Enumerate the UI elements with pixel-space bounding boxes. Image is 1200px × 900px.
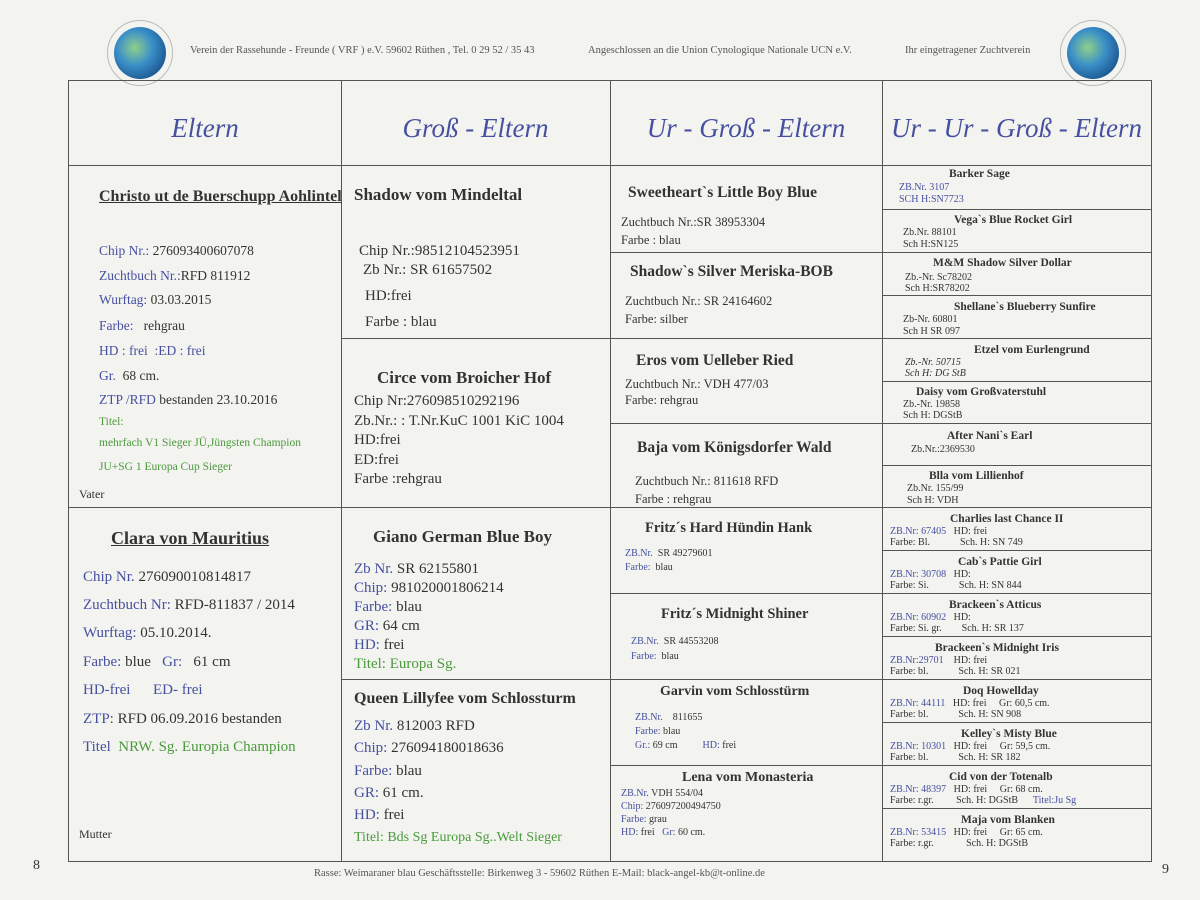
label: ZB.Nr. (625, 548, 653, 559)
uugp-zb: ZB.Nr: 30708 (890, 569, 947, 580)
uugp-name: Brackeen`s Atticus (949, 599, 1042, 611)
uugp-sch: Sch H: VDH (907, 495, 959, 506)
label: Gr. (99, 368, 116, 383)
uugp-name: Doq Howellday (963, 685, 1039, 697)
uugp-zb: ZB.Nr: 10301 (890, 741, 947, 752)
uugp-name: After Nani`s Earl (947, 430, 1033, 442)
page-number-right: 9 (1162, 862, 1169, 877)
ugp-name: Lena vom Monasteria (682, 770, 814, 785)
mutter-titel: NRW. Sg. Europia Champion (118, 739, 296, 755)
label: ZB.Nr. (621, 788, 649, 799)
mutter-name: Clara von Mauritius (111, 528, 270, 548)
label: ZB.Nr. (631, 636, 659, 647)
ugp-groesse: 69 cm (652, 740, 678, 751)
gp-chip: Chip Nr.:98512104523951 (359, 243, 520, 259)
mutter-groesse: 61 cm (193, 654, 231, 670)
gp-chip: Chip Nr:276098510292196 (354, 393, 520, 409)
uugp-sch: Sch H SR 097 (903, 326, 960, 337)
uugp-groesse: Gr: 65 cm. (999, 827, 1043, 838)
globe-icon (114, 27, 166, 79)
uugp-sch: Sch. H: SN 844 (958, 580, 1022, 591)
uugp-name: Brackeen`s Midnight Iris (935, 642, 1059, 654)
gp-zb: SR 62155801 (396, 561, 480, 577)
uugp-hd: HD: frei (953, 741, 988, 752)
label: Farbe: (635, 726, 661, 737)
club-logo-right (1060, 20, 1126, 86)
vater-chip: 276093400607078 (152, 243, 254, 258)
uugp-farbe: Farbe: Si. (890, 580, 929, 591)
gp-hd: frei (383, 807, 405, 823)
uugp-farbe: Farbe: r.gr. (890, 795, 934, 806)
vater-ed: :ED : frei (154, 343, 206, 358)
vater-groesse: 68 cm. (122, 368, 160, 383)
ugp-farbe: Farbe : rehgrau (635, 492, 712, 506)
label: HD: (621, 827, 639, 838)
uugp-hd: HD: frei (953, 526, 988, 537)
uugp-name: Daisy vom Großvaterstuhl (916, 386, 1047, 398)
vater-farbe: rehgrau (143, 318, 185, 333)
gp-zb: Zb.Nr.: : T.Nr.KuC 1001 KiC 1004 (354, 413, 564, 429)
uugp-zb: ZB.Nr: 44111 (890, 698, 946, 709)
uugp-hd: HD: (953, 569, 971, 580)
ugp-zb: Zuchtbuch Nr.: SR 24164602 (625, 294, 773, 308)
gp-titel: Titel: Europa Sg. (354, 656, 457, 672)
pedigree-table (68, 80, 1152, 862)
uugp-sch: Sch. H: SR 021 (958, 666, 1021, 677)
ugp-name: Shadow`s Silver Meriska-BOB (630, 263, 833, 280)
uugp-zb: ZB.Nr: 48397 (890, 784, 947, 795)
ugp-name: Sweetheart`s Little Boy Blue (628, 184, 817, 201)
ugp-farbe: Farbe: rehgrau (625, 393, 699, 407)
vater-titel-1: mehrfach V1 Sieger JÜ,Jüngsten Champion (99, 437, 301, 449)
mutter-role: Mutter (79, 827, 112, 841)
gp-name: Giano German Blue Boy (373, 527, 552, 546)
gp-groesse: 64 cm (382, 618, 420, 634)
label: Farbe: (621, 814, 647, 825)
ugp-name: Garvin vom Schlosstürm (660, 684, 810, 699)
uugp-hd: HD: frei (953, 827, 988, 838)
ugp-farbe: grau (649, 814, 667, 825)
gp-farbe: blau (396, 763, 422, 779)
label: Titel (83, 739, 111, 755)
label: HD: (702, 740, 720, 751)
gp-hd: HD:frei (365, 288, 412, 304)
ugp-groesse: 60 cm. (677, 827, 706, 838)
uugp-farbe: Farbe: bl. (890, 666, 929, 677)
ugp-name: Fritz´s Hard Hündin Hank (645, 520, 813, 536)
page-number-left: 8 (33, 858, 40, 873)
uugp-name: Charlies last Chance II (950, 513, 1064, 525)
heading-eltern: Eltern (171, 113, 239, 143)
ugp-hd: frei (640, 827, 655, 838)
uugp-sch: Sch. H: SR 137 (961, 623, 1024, 634)
ugp-zb: Zuchtbuch Nr.: 811618 RFD (635, 474, 779, 488)
label: Farbe: (354, 599, 393, 615)
mutter-wurftag: 05.10.2014. (140, 625, 212, 641)
vater-wurftag: 03.03.2015 (150, 292, 212, 307)
label: ZTP /RFD (99, 392, 156, 407)
uugp-zb: ZB.Nr: 60902 (890, 612, 947, 623)
label: Zuchtbuch Nr.: (99, 268, 181, 283)
header-ucn: Angeschlossen an die Union Cynologique Nationale UCN e.V. (588, 45, 852, 56)
gp-name: Queen Lillyfee vom Schlossturm (354, 690, 576, 707)
mutter-chip: 276090010814817 (138, 569, 251, 585)
gp-hd: HD:frei (354, 432, 401, 448)
mutter-ed: ED- frei (152, 682, 203, 698)
uugp-zb: ZB.Nr. 3107 (899, 182, 950, 193)
uugp-hd: HD: frei (953, 784, 988, 795)
gp-groesse: 61 cm. (382, 785, 424, 801)
uugp-zb: ZB.Nr:29701 (890, 655, 944, 666)
label: ZB.Nr. (635, 712, 663, 723)
uugp-name: Shellane`s Blueberry Sunfire (954, 301, 1096, 313)
ugp-zb: SR 44553208 (663, 636, 719, 647)
uugp-sch: Sch H: DGStB (903, 410, 963, 421)
label: Chip Nr. (83, 569, 135, 585)
ugp-zb: Zuchtbuch Nr.: VDH 477/03 (625, 377, 769, 391)
gp-name: Shadow vom Mindeltal (354, 185, 523, 204)
uugp-sch: Sch. H: SN 908 (958, 709, 1022, 720)
ugp-farbe: Farbe : blau (621, 233, 681, 247)
gp-titel: Titel: Bds Sg Europa Sg..Welt Sieger (354, 830, 562, 845)
uugp-sch: Sch. H: DGStB (966, 838, 1029, 849)
ugp-farbe: blau (663, 726, 681, 737)
uugp-zb: Zb.Nr. 155/99 (907, 483, 964, 494)
ugp-zb: VDH 554/04 (651, 788, 704, 799)
ugp-zb: Zuchtbuch Nr.:SR 38953304 (621, 215, 766, 229)
uugp-groesse: Gr: 60,5 cm. (998, 698, 1050, 709)
gp-ed: ED:frei (354, 452, 399, 468)
uugp-hd: HD: frei (953, 655, 988, 666)
mutter-farbe: blue (125, 654, 151, 670)
vater-zuchtbuch: RFD 811912 (180, 268, 251, 283)
mutter-hd: HD-frei (83, 682, 131, 698)
uugp-hd: HD: frei (952, 698, 987, 709)
label: Chip: (621, 801, 644, 812)
mutter-ztp: RFD 06.09.2016 bestanden (117, 711, 282, 727)
uugp-farbe: Farbe: bl. (890, 709, 929, 720)
header-org: Verein der Rassehunde - Freunde ( VRF ) e.V. 59602 Rüthen , Tel. 0 29 52 / 35 43 (190, 45, 535, 56)
uugp-farbe: Farbe: bl. (890, 752, 929, 763)
uugp-zb: Zb.Nr. 88101 (903, 227, 957, 238)
uugp-sch: Sch. H: SN 749 (960, 537, 1023, 548)
gp-hd: frei (383, 637, 405, 653)
label: Wurftag: (83, 625, 137, 641)
uugp-farbe: Farbe: r.gr. (890, 838, 934, 849)
ugp-name: Eros vom Uelleber Ried (636, 352, 794, 369)
uugp-farbe: Farbe: Si. gr. (890, 623, 942, 634)
uugp-zb: Zb.Nr.:2369530 (911, 444, 975, 455)
label: GR: (354, 618, 380, 634)
label: Farbe: (99, 318, 134, 333)
uugp-hd: HD: (953, 612, 971, 623)
uugp-name: Etzel vom Eurlengrund (974, 344, 1090, 356)
uugp-name: Kelley`s Misty Blue (961, 728, 1057, 740)
uugp-zb: Zb.-Nr. 50715 (905, 357, 961, 368)
uugp-name: Barker Sage (949, 168, 1010, 180)
ugp-farbe: blau (661, 651, 679, 662)
uugp-zb: Zb.-Nr. 19858 (903, 399, 960, 410)
gp-farbe: blau (396, 599, 422, 615)
ugp-zb: 811655 (672, 712, 703, 723)
vater-hd: HD : frei (99, 343, 148, 358)
uugp-titel: Titel:Ju Sg (1032, 795, 1077, 806)
gp-chip: 276094180018636 (391, 740, 504, 756)
label: Farbe: (631, 651, 657, 662)
label: Wurftag: (99, 292, 148, 307)
label: Gr.: (635, 740, 651, 751)
header-zuchtverein: Ihr eingetragener Zuchtverein (905, 45, 1031, 56)
label: ZTP: (83, 711, 114, 727)
uugp-groesse: Gr: 68 cm. (999, 784, 1043, 795)
label: HD: (354, 637, 380, 653)
ugp-farbe: blau (655, 562, 673, 573)
label: Farbe: (625, 562, 651, 573)
label: Zuchtbuch Nr: (83, 597, 171, 613)
uugp-farbe: Farbe: Bl. (890, 537, 930, 548)
vater-ztp: bestanden 23.10.2016 (159, 392, 278, 407)
uugp-name: Blla vom Lillienhof (929, 470, 1024, 482)
uugp-sch: Sch. H: DGStB (956, 795, 1019, 806)
uugp-name: Maja vom Blanken (961, 814, 1055, 826)
footer-address: Rasse: Weimaraner blau Geschäftsstelle: Birkenweg 3 - 59602 Rüthen E-Mail: black-angel-kb@t-online.de (314, 868, 765, 879)
label: Gr: (162, 654, 183, 670)
heading-urgrosseltern: Ur - Groß - Eltern (646, 113, 846, 143)
gp-farbe: Farbe :rehgrau (354, 471, 442, 487)
heading-ururgrosseltern: Ur - Ur - Groß - Eltern (891, 113, 1142, 143)
uugp-name: M&M Shadow Silver Dollar (933, 257, 1072, 269)
uugp-zb: ZB.Nr: 53415 (890, 827, 947, 838)
uugp-sch: Sch H:SR78202 (905, 283, 970, 294)
uugp-groesse: Gr: 59,5 cm. (999, 741, 1051, 752)
label: Gr: (662, 827, 676, 838)
label: HD: (354, 807, 380, 823)
label: Chip Nr.: (99, 243, 150, 258)
gp-name: Circe vom Broicher Hof (377, 368, 552, 387)
ugp-hd: frei (722, 740, 737, 751)
label: Chip: (354, 580, 388, 596)
label: Zb Nr. (354, 718, 394, 734)
uugp-zb: Zb.-Nr. Sc78202 (905, 272, 972, 283)
label: Farbe: (83, 654, 122, 670)
uugp-zb: ZB.Nr: 67405 (890, 526, 947, 537)
vater-name: Christo ut de Buerschupp Aohlintel (99, 188, 342, 205)
gp-chip: 981020001806214 (391, 580, 504, 596)
uugp-sch: Sch H: DG StB (905, 368, 966, 379)
ugp-name: Fritz´s Midnight Shiner (661, 606, 809, 622)
mutter-zuchtbuch: RFD-811837 / 2014 (174, 597, 295, 613)
vater-role: Vater (79, 487, 105, 501)
globe-icon (1067, 27, 1119, 79)
club-logo-left (107, 20, 173, 86)
ugp-farbe: Farbe: silber (625, 312, 688, 326)
uugp-sch: Sch H:SN125 (903, 239, 959, 250)
gp-zb: 812003 RFD (396, 718, 475, 734)
label: GR: (354, 785, 380, 801)
uugp-sch: SCH H:SN7723 (899, 194, 964, 205)
heading-grosseltern: Groß - Eltern (402, 113, 549, 143)
ugp-name: Baja vom Königsdorfer Wald (637, 439, 832, 456)
vater-titel-2: JU+SG 1 Europa Cup Sieger (99, 461, 232, 473)
uugp-sch: Sch. H: SR 182 (958, 752, 1021, 763)
uugp-name: Vega`s Blue Rocket Girl (954, 214, 1073, 226)
ugp-zb: SR 49279601 (657, 548, 713, 559)
ugp-chip: 276097200494750 (645, 801, 721, 812)
gp-zb: Zb Nr.: SR 61657502 (363, 262, 493, 278)
uugp-name: Cab`s Pattie Girl (958, 556, 1042, 568)
label: Zb Nr. (354, 561, 394, 577)
label: Chip: (354, 740, 388, 756)
label: Farbe: (354, 763, 393, 779)
vater-titel-label: Titel: (99, 416, 124, 428)
gp-farbe: Farbe : blau (365, 314, 437, 330)
uugp-zb: Zb-Nr. 60801 (903, 314, 958, 325)
uugp-name: Cid von der Totenalb (949, 771, 1053, 783)
